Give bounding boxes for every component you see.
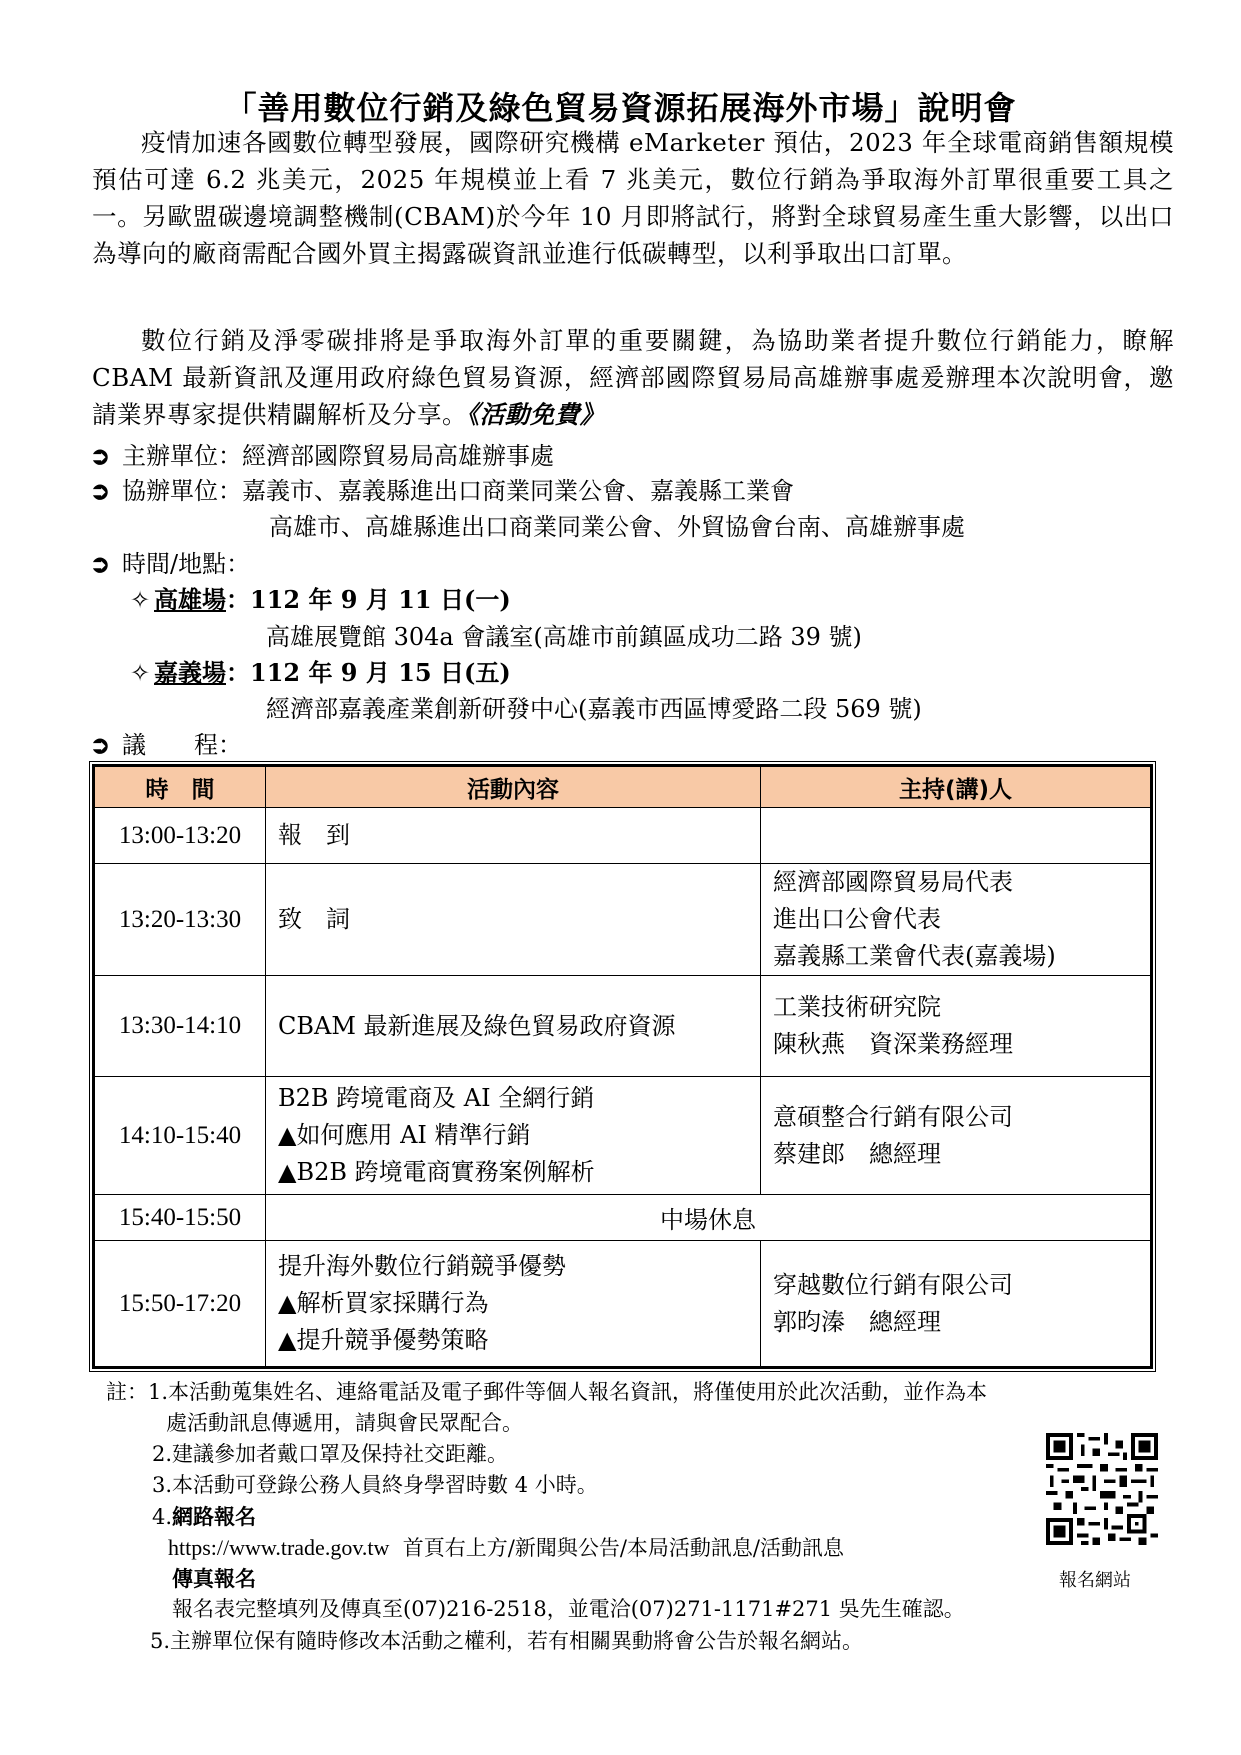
note-4 <box>152 1501 256 1533</box>
registration-url-line <box>168 1532 844 1564</box>
co-organizer-row <box>90 474 794 508</box>
content-line: ▲提升競爭優勢策略 <box>278 1326 489 1354</box>
session-kaohsiung <box>130 583 511 617</box>
session-chiayi-name: 嘉義場 <box>154 658 226 687</box>
registration-path: 首頁右上方/新聞與公告/本局活動訊息/活動訊息 <box>402 1536 844 1560</box>
session-chiayi <box>130 656 511 690</box>
time-cell: 15:40-15:50 <box>94 1195 266 1241</box>
table-row <box>94 864 1152 976</box>
host-line: 經濟部國際貿易局代表 <box>773 868 1013 896</box>
host-line: 穿越數位行銷有限公司 <box>773 1270 1013 1299</box>
arrow-bullet-icon: ➲ <box>90 549 111 578</box>
page-title: 「善用數位行銷及綠色貿易資源拓展海外市場」說明會 <box>224 89 1017 127</box>
content-line: ▲B2B 跨境電商實務案例解析 <box>278 1158 595 1186</box>
free-event-emphasis: 《活動免費》 <box>467 400 605 429</box>
session-kaohsiung-place: 高雄展覽館 304a 會議室(高雄市前鎮區成功二路 39 號) <box>266 623 862 651</box>
intro-paragraph-1: 疫情加速各國數位轉型發展，國際研究機構 eMarketer 預估，2023 年全球電商銷售額規模預估可達 6.2 兆美元，2025 年規模並上看 7 兆美元，數位行銷為爭取海外訂單很重要工具之一。另歐盟碳邊境調整機制(CBAM)於今年 10 月即將試行，將對全球貿易產生重大影響，以出口為導向的廠商需配合國外買主揭露碳資訊並進行低碳轉型，以利爭取出口訂單。 <box>92 128 1174 268</box>
note-1b: 處活動訊息傳遞用，請與會民眾配合。 <box>166 1411 523 1435</box>
time-cell: 15:50-17:20 <box>94 1241 266 1368</box>
agenda-label: 議 程： <box>122 731 242 759</box>
host-line: 意碩整合行銷有限公司 <box>773 1102 1013 1131</box>
session-kaohsiung-date: ：112 年 9 月 11 日(一) <box>226 585 511 614</box>
co-organizer-label: 協辦單位： <box>122 477 242 505</box>
fax-registration-label: 傳真報名 <box>172 1566 256 1591</box>
agenda-table <box>92 764 1153 1369</box>
agenda-row <box>90 728 242 762</box>
host-cell <box>761 864 1152 976</box>
arrow-bullet-icon: ➲ <box>90 441 111 470</box>
content-line: CBAM 最新進展及綠色貿易政府資源 <box>278 1011 676 1040</box>
intro-paragraph-2 <box>92 322 1174 433</box>
table-row <box>94 1077 1152 1195</box>
co-organizer-value-1: 嘉義市、嘉義縣進出口商業同業公會、嘉義縣工業會 <box>242 477 794 505</box>
host-line: 嘉義縣工業會代表(嘉義場) <box>773 942 1056 970</box>
host-line: 蔡建郎 總經理 <box>773 1139 941 1168</box>
registration-url-link[interactable]: https://www.trade.gov.tw <box>168 1535 390 1560</box>
table-row <box>94 1241 1152 1368</box>
session-chiayi-date: ：112 年 9 月 15 日(五) <box>226 658 511 687</box>
arrow-bullet-icon: ➲ <box>90 476 111 505</box>
star-bullet-icon: ✧ <box>130 586 151 614</box>
header-host: 主持(講)人 <box>761 766 1152 808</box>
note-1a: 註：1.本活動蒐集姓名、連絡電話及電子郵件等個人報名資訊，將僅使用於此次活動，並作為本 <box>106 1380 988 1404</box>
note-3: 3.本活動可登錄公務人員終身學習時數 4 小時。 <box>152 1473 598 1497</box>
content-line: 提升海外數位行銷競爭優勢 <box>278 1252 566 1280</box>
table-row <box>94 976 1152 1077</box>
time-cell: 13:00-13:20 <box>94 808 266 864</box>
content-line: 致 詞 <box>278 905 350 933</box>
content-cell <box>266 864 761 976</box>
host-line: 陳秋燕 資深業務經理 <box>773 1030 1013 1058</box>
organizer-label: 主辦單位： <box>122 442 242 470</box>
table-row <box>94 1195 1152 1241</box>
host-line: 進出口公會代表 <box>773 905 941 933</box>
time-place-label: 時間/地點： <box>122 550 251 578</box>
qr-caption: 報名網站 <box>1059 1570 1131 1591</box>
content-line: 報 到 <box>278 821 350 849</box>
break-cell: 中場休息 <box>266 1195 1152 1241</box>
header-content: 活動內容 <box>266 766 761 808</box>
content-line: B2B 跨境電商及 AI 全網行銷 <box>278 1084 595 1112</box>
time-place-row <box>90 547 250 581</box>
session-chiayi-place: 經濟部嘉義產業創新研發中心(嘉義市西區博愛路二段 569 號) <box>266 695 922 723</box>
arrow-bullet-icon: ➲ <box>90 730 111 759</box>
intro-paragraph-2-text: 數位行銷及淨零碳排將是爭取海外訂單的重要關鍵，為協助業者提升數位行銷能力，瞭解 CBAM 最新資訊及運用政府綠色貿易資源，經濟部國際貿易局高雄辦事處爰辦理本次說明會，邀請業界專家提供精闢解析及分享。 <box>92 326 1174 429</box>
co-organizer-value-2: 高雄市、高雄縣進出口商業同業公會、外貿協會台南、高雄辦事處 <box>269 513 965 541</box>
host-cell <box>761 1241 1152 1368</box>
organizer-value: 經濟部國際貿易局高雄辦事處 <box>242 442 554 470</box>
note-5: 5.主辦單位保有隨時修改本活動之權利，若有相關異動將會公告於報名網站。 <box>150 1629 864 1653</box>
star-bullet-icon: ✧ <box>130 659 151 687</box>
online-registration-label: 網路報名 <box>172 1504 257 1529</box>
registration-qr-code[interactable] <box>1046 1433 1158 1545</box>
host-line: 郭昀溱 總經理 <box>773 1307 941 1336</box>
host-line: 工業技術研究院 <box>773 993 941 1021</box>
note-4-number: 4. <box>152 1505 173 1529</box>
header-time: 時 間 <box>94 766 266 808</box>
note-2: 2.建議參加者戴口罩及保持社交距離。 <box>152 1442 509 1466</box>
session-kaohsiung-name: 高雄場 <box>154 585 226 614</box>
content-cell <box>266 1241 761 1368</box>
time-cell: 14:10-15:40 <box>94 1077 266 1195</box>
fax-registration-text: 報名表完整填列及傳真至(07)216-2518，並電洽(07)271-1171#271 吳先生確認。 <box>172 1597 965 1621</box>
time-cell: 13:30-14:10 <box>94 976 266 1077</box>
host-cell <box>761 1077 1152 1195</box>
content-cell <box>266 1077 761 1195</box>
content-line: ▲如何應用 AI 精準行銷 <box>278 1121 531 1149</box>
table-row <box>94 808 1152 864</box>
host-cell <box>761 808 1152 864</box>
content-line: ▲解析買家採購行為 <box>278 1289 489 1317</box>
host-cell <box>761 976 1152 1077</box>
content-cell <box>266 976 761 1077</box>
time-cell: 13:20-13:30 <box>94 864 266 976</box>
content-cell <box>266 808 761 864</box>
agenda-header-row <box>94 766 1152 808</box>
organizer-row <box>90 439 554 473</box>
